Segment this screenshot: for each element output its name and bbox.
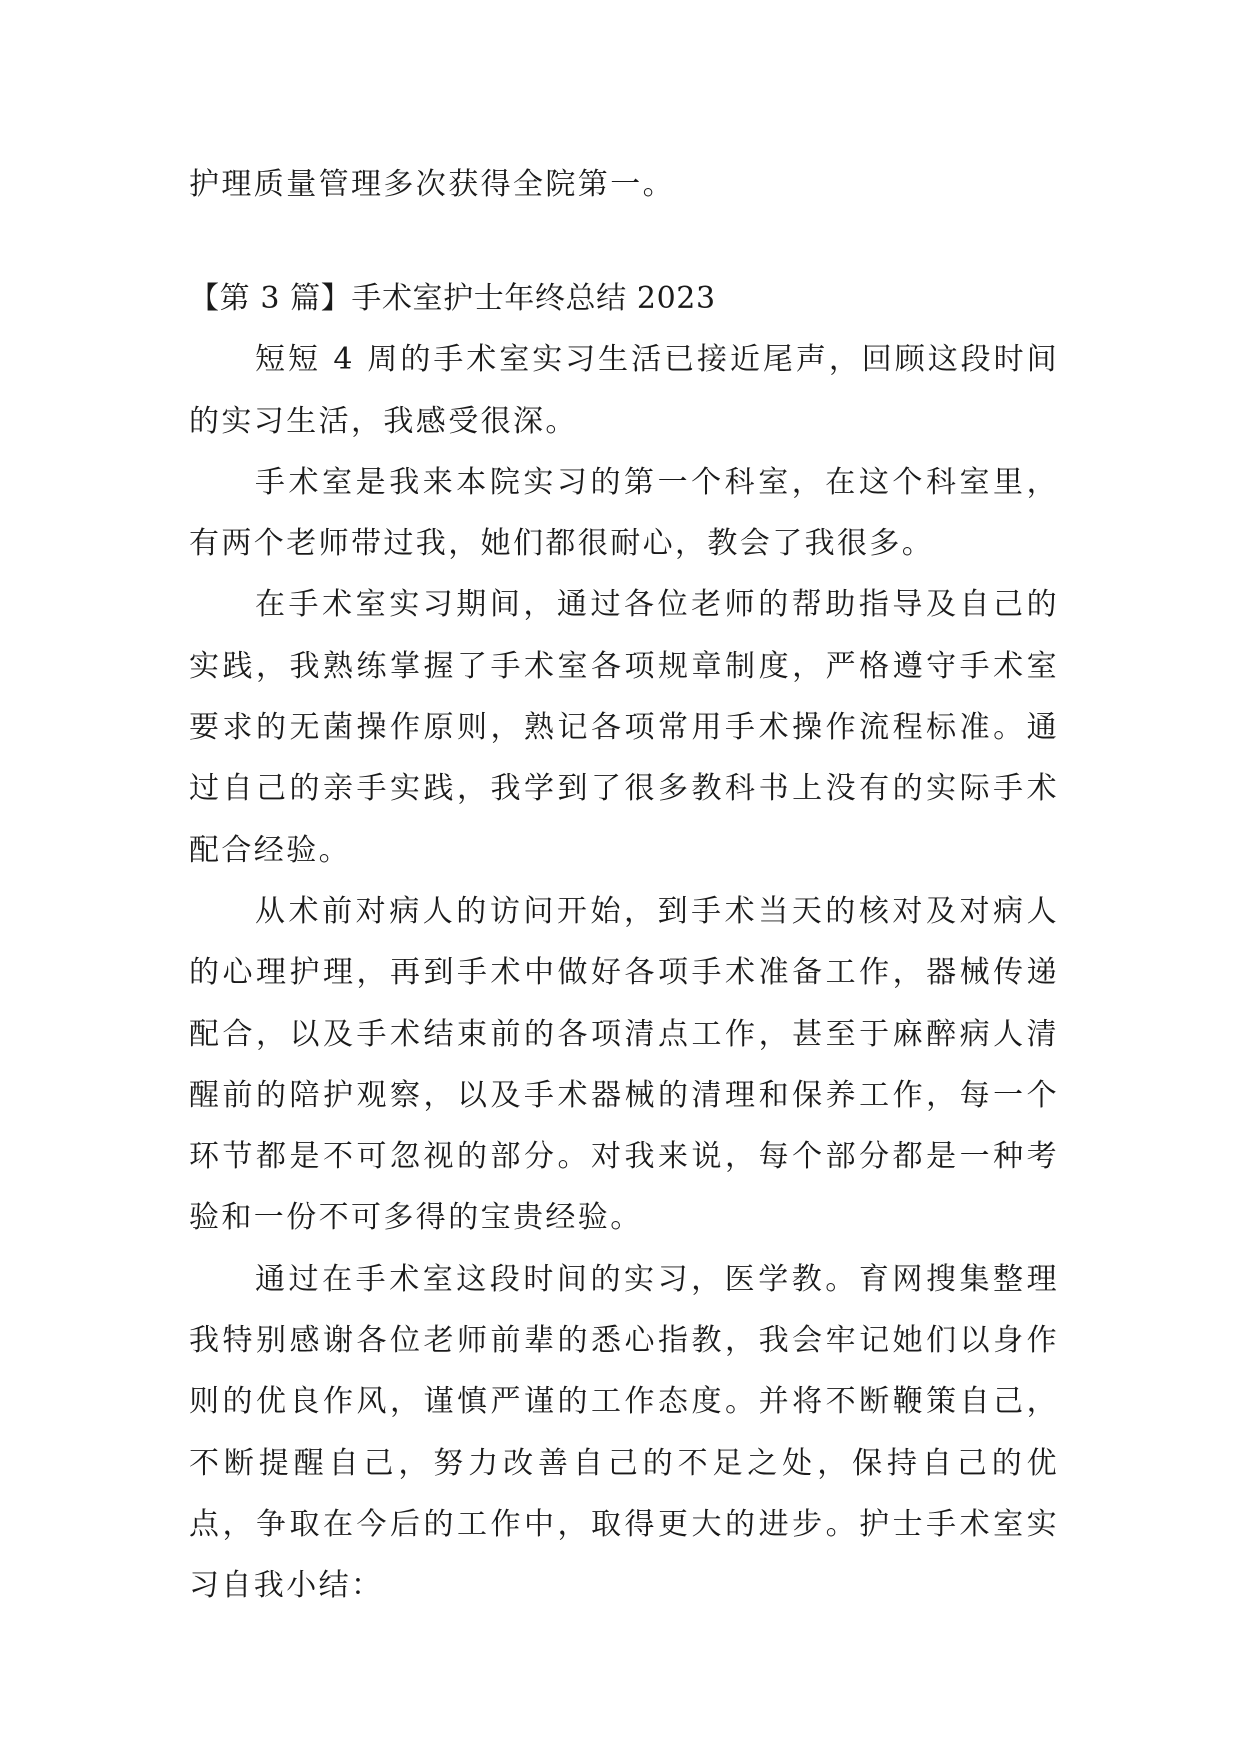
paragraph: 短短 4 周的手术室实习生活已接近尾声，回顾这段时间的实习生活，我感受很深。 (189, 342, 1059, 439)
paragraph: 从术前对病人的访问开始，到手术当天的核对及对病人的心理护理，再到手术中做好各项手术准备工作，器械传递配合，以及手术结束前的各项清点工作，甚至于麻醉病人清醒前的陪护观察，以及手术器械的清理和保养工作，每一个环节都是不可忽视的部分。对我来说，每个部分都是一种考验和一份不可多得的宝贵经验。 (189, 893, 1059, 1236)
section-title: 【第 3 篇】手术室护士年终总结 2023 (189, 281, 716, 316)
lead-line: 护理质量管理多次获得全院第一。 (189, 167, 675, 202)
paragraph: 通过在手术室这段时间的实习，医学教。育网搜集整理我特别感谢各位老师前辈的悉心指教，我会牢记她们以身作则的优良作风，谨慎严谨的工作态度。并将不断鞭策自己，不断提醒自己，努力改善自己的不足之处，保持自己的优点，争取在今后的工作中，取得更大的进步。护士手术室实习自我小结： (189, 1261, 1059, 1604)
section-body (189, 268, 1059, 1617)
paragraph: 手术室是我来本院实习的第一个科室，在这个科室里，有两个老师带过我，她们都很耐心，教会了我很多。 (189, 464, 1059, 562)
paragraph: 在手术室实习期间，通过各位老师的帮助指导及自己的实践，我熟练掌握了手术室各项规章制度，严格遵守手术室要求的无菌操作原则，熟记各项常用手术操作流程标准。通过自己的亲手实践，我学到了很多教科书上没有的实际手术配合经验。 (189, 587, 1059, 868)
